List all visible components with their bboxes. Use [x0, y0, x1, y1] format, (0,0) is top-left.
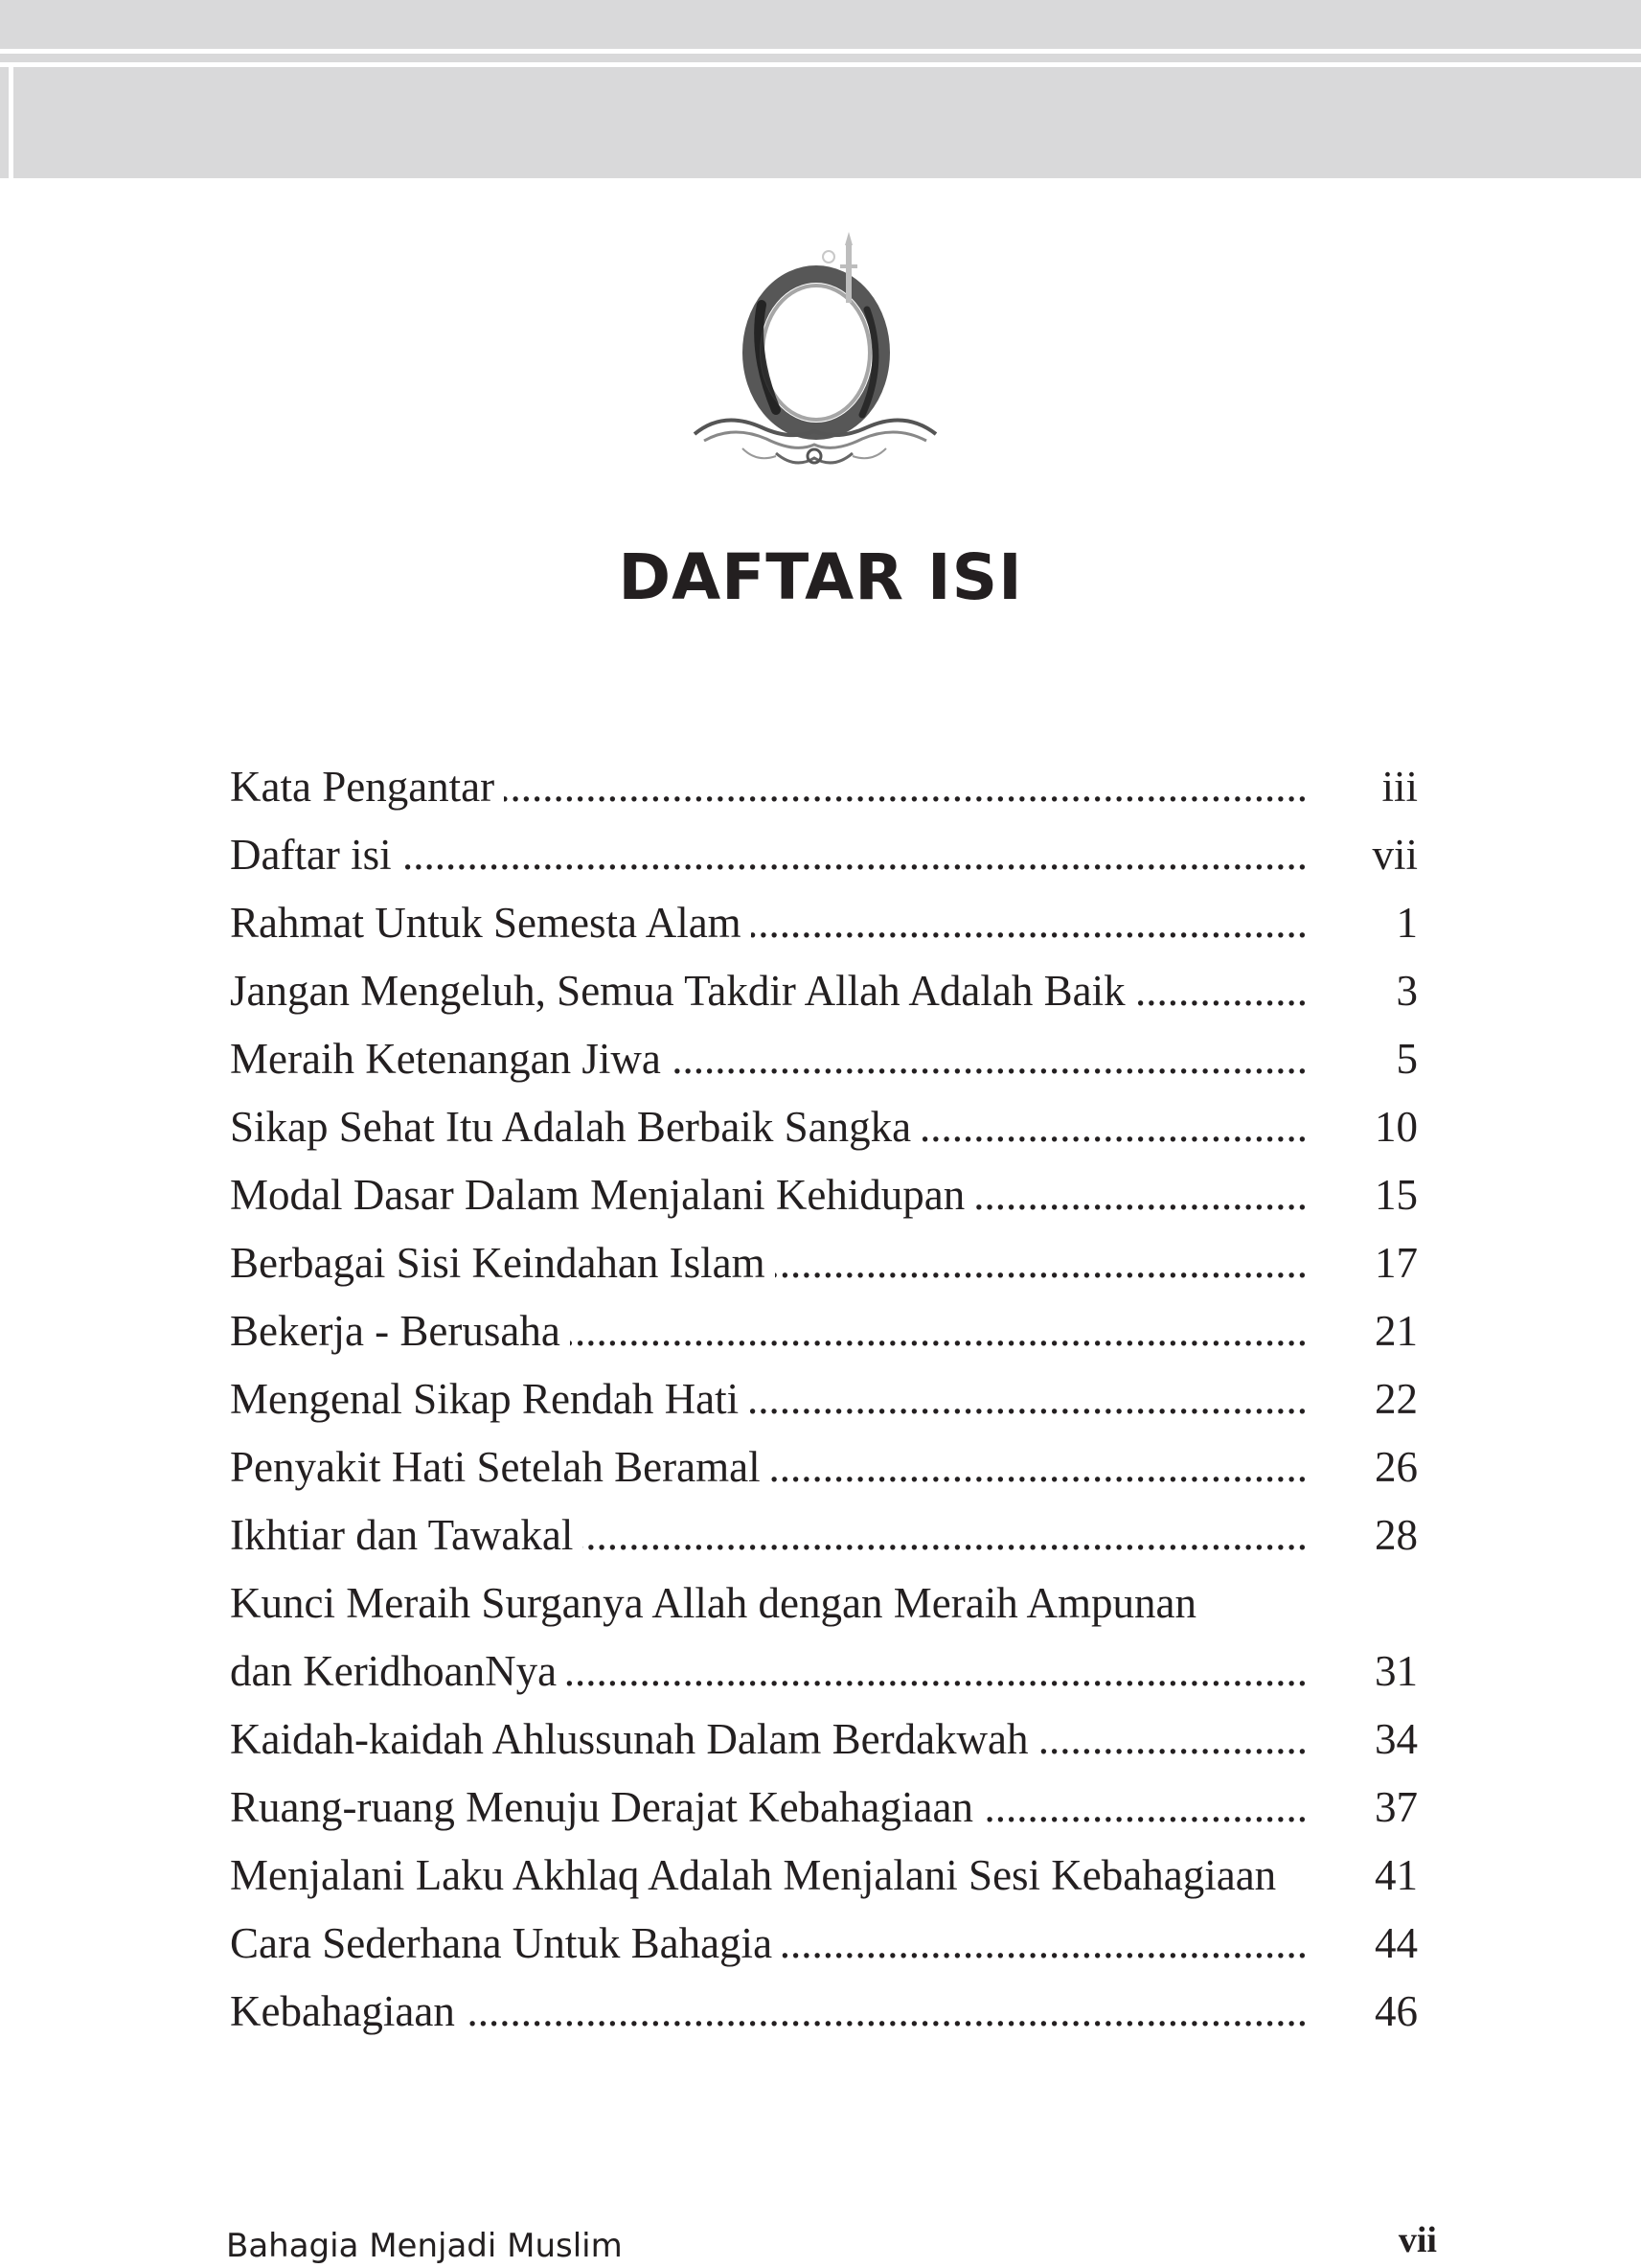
toc-entry-page: 37 — [1375, 1783, 1418, 1831]
toc-entry — [230, 1638, 1418, 1706]
toc-entry-page: vii — [1372, 831, 1418, 879]
toc-entry-title-wrap — [230, 1910, 1311, 1978]
toc-entry-title: dan KeridhoanNya — [230, 1647, 566, 1695]
toc-entry-page: 10 — [1375, 1103, 1418, 1151]
circle-ornament-icon — [685, 218, 944, 483]
toc-entry-title: Berbagai Sisi Keindahan Islam — [230, 1239, 775, 1287]
toc-entry-title-wrap — [230, 1229, 1311, 1297]
toc-entry-title-wrap — [230, 1569, 1437, 1638]
toc-entry — [230, 1093, 1418, 1161]
toc-entry-title: Menjalani Laku Akhlaq Adalah Menjalani Sesi Kebahagiaan — [230, 1851, 1286, 1899]
toc-entry — [230, 1978, 1418, 2046]
toc-entry — [230, 1842, 1418, 1910]
toc-entry-title: Daftar isi — [230, 831, 401, 879]
toc-entry-title-wrap — [230, 1978, 1311, 2046]
toc-entry-title-wrap — [230, 1638, 1311, 1706]
toc-entry-title-wrap — [230, 1093, 1311, 1161]
toc-entry-title-wrap — [230, 821, 1311, 889]
toc-entry-title: Sikap Sehat Itu Adalah Berbaik Sangka — [230, 1103, 921, 1151]
toc-entry-title-wrap — [230, 957, 1311, 1025]
toc-entry — [230, 1501, 1418, 1569]
toc-entry-title-wrap — [230, 889, 1311, 957]
toc-entry-title: Kata Pengantar — [230, 763, 504, 811]
toc-entry-title-wrap — [230, 1501, 1311, 1569]
toc-entry-title-wrap — [230, 1774, 1311, 1842]
footer-book-title: Bahagia Menjadi Muslim — [226, 2227, 623, 2265]
toc-entry-page: 22 — [1375, 1375, 1418, 1423]
header-rule-vertical — [9, 62, 13, 178]
toc-entry-page: 15 — [1375, 1171, 1418, 1219]
toc-entry-page: 3 — [1396, 967, 1418, 1015]
toc-entry-title-wrap — [230, 1365, 1311, 1433]
toc-entry-title: Ikhtiar dan Tawakal — [230, 1511, 582, 1559]
toc-entry-page: 41 — [1375, 1851, 1418, 1899]
toc-entry — [230, 821, 1418, 889]
footer-page-number: vii — [1398, 2220, 1437, 2260]
toc-entry-page: 21 — [1375, 1307, 1418, 1355]
toc-entry-page: 44 — [1375, 1919, 1418, 1967]
toc-entry — [230, 1365, 1418, 1433]
page-title: DAFTAR ISI — [618, 540, 1023, 614]
toc-entry-page: 26 — [1375, 1443, 1418, 1491]
toc-entry-title: Cara Sederhana Untuk Bahagia — [230, 1919, 782, 1967]
toc-entry-title-wrap — [230, 753, 1311, 821]
header-rule-middle — [0, 62, 1641, 67]
toc-entry-title: Jangan Mengeluh, Semua Takdir Allah Adalah Baik — [230, 967, 1135, 1015]
toc-entry-title-wrap — [230, 1842, 1437, 1910]
header-rule-top — [0, 49, 1641, 54]
header-band — [0, 0, 1641, 178]
toc-entry-page: 5 — [1396, 1035, 1418, 1083]
toc-entry-page: 17 — [1375, 1239, 1418, 1287]
toc-entry — [230, 1706, 1418, 1774]
toc-entry — [230, 1774, 1418, 1842]
toc-entry-page: 1 — [1396, 899, 1418, 947]
toc-entry-title: Penyakit Hati Setelah Beramal — [230, 1443, 770, 1491]
toc-entry-title: Mengenal Sikap Rendah Hati — [230, 1375, 748, 1423]
toc-entry-page: 28 — [1375, 1511, 1418, 1559]
table-of-contents — [230, 753, 1418, 2046]
toc-entry-title: Ruang-ruang Menuju Derajat Kebahagiaan — [230, 1783, 983, 1831]
toc-entry — [230, 1025, 1418, 1093]
toc-entry-page: 31 — [1375, 1647, 1418, 1695]
toc-entry-title: Kebahagiaan — [230, 1987, 465, 2035]
toc-entry — [230, 957, 1418, 1025]
toc-entry — [230, 1229, 1418, 1297]
toc-entry-title-wrap — [230, 1297, 1311, 1365]
toc-entry — [230, 1161, 1418, 1229]
toc-entry-title-wrap — [230, 1025, 1311, 1093]
toc-entry-title-wrap — [230, 1706, 1311, 1774]
toc-entry — [230, 1910, 1418, 1978]
toc-entry-title-wrap — [230, 1433, 1311, 1501]
toc-entry-title: Rahmat Untuk Semesta Alam — [230, 899, 751, 947]
toc-entry-title: Kaidah-kaidah Ahlussunah Dalam Berdakwah — [230, 1715, 1038, 1763]
toc-entry — [230, 753, 1418, 821]
toc-entry — [230, 1433, 1418, 1501]
toc-entry-title: Modal Dasar Dalam Menjalani Kehidupan — [230, 1171, 974, 1219]
toc-entry — [230, 1569, 1418, 1638]
toc-entry — [230, 889, 1418, 957]
toc-entry-page: iii — [1381, 763, 1418, 811]
toc-entry-title: Kunci Meraih Surganya Allah dengan Meraih Ampunan — [230, 1579, 1206, 1627]
toc-entry-page: 46 — [1375, 1987, 1418, 2035]
toc-entry-page: 34 — [1375, 1715, 1418, 1763]
toc-entry-title: Meraih Ketenangan Jiwa — [230, 1035, 671, 1083]
toc-entry — [230, 1297, 1418, 1365]
toc-entry-title-wrap — [230, 1161, 1311, 1229]
toc-entry-title: Bekerja - Berusaha — [230, 1307, 570, 1355]
